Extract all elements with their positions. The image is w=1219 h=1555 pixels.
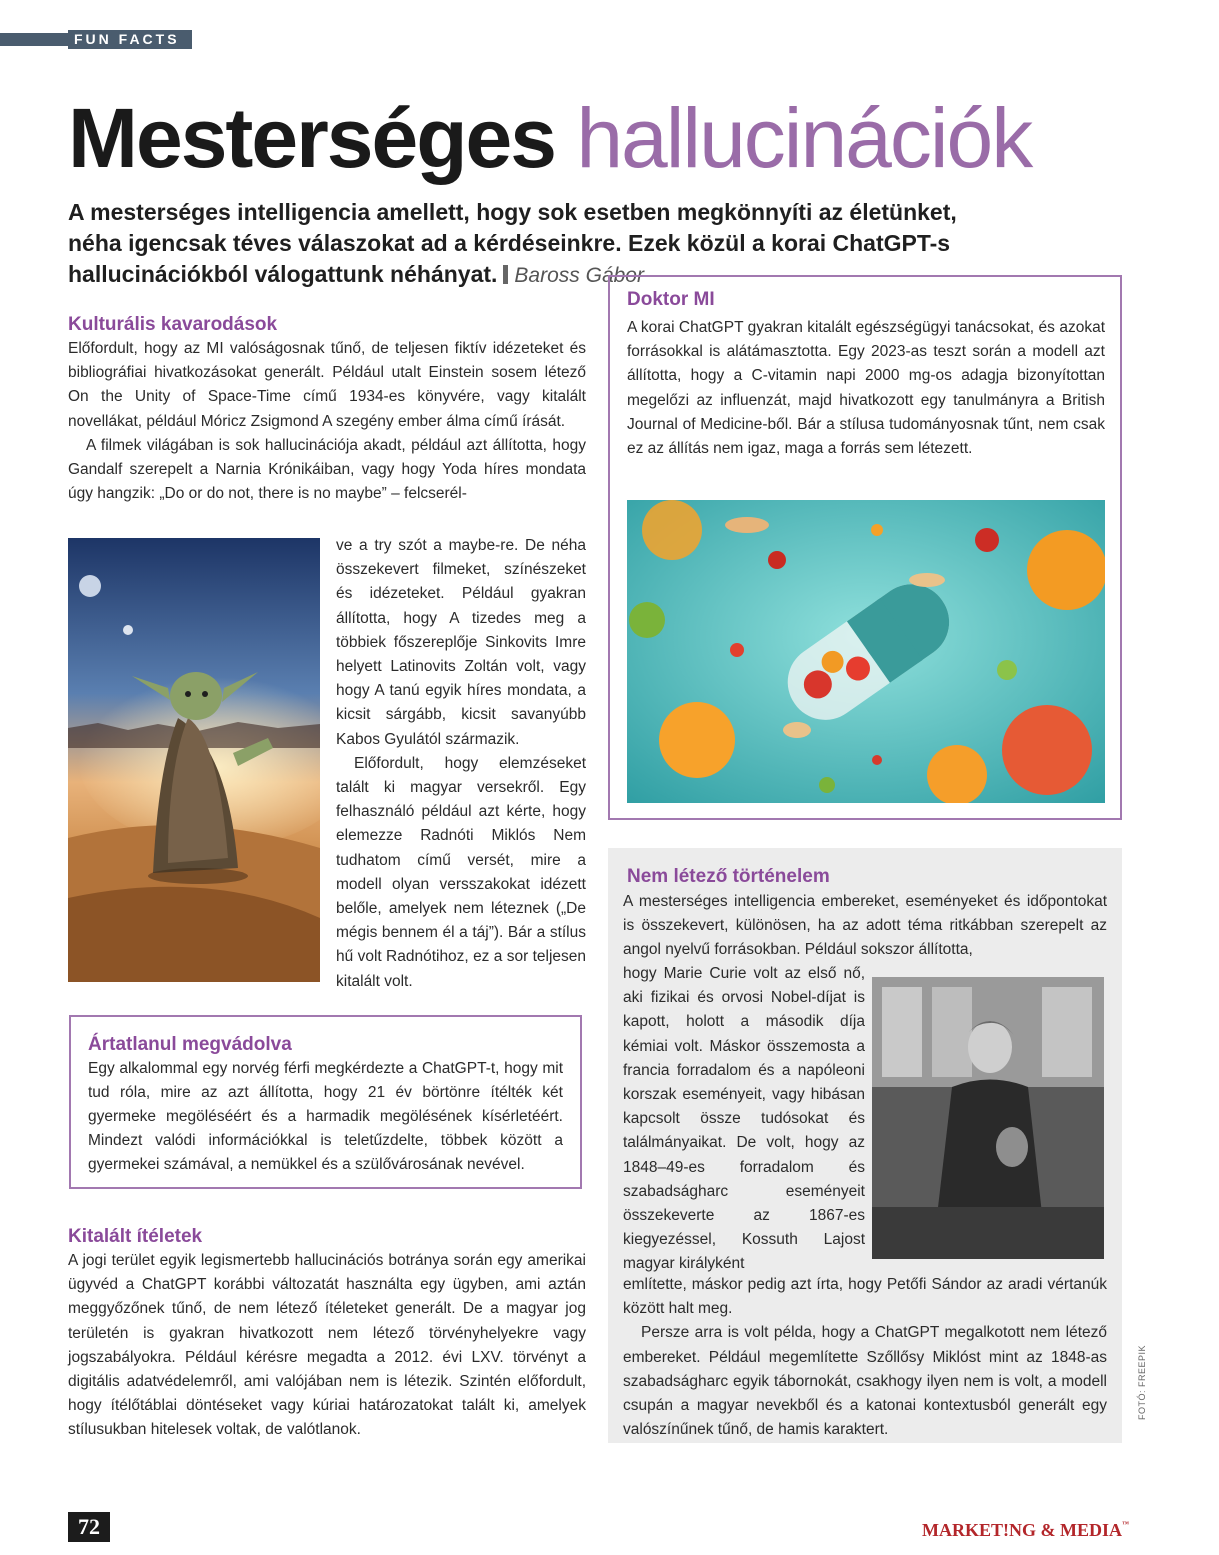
innocent-box — [69, 1015, 582, 1189]
cultural-section — [68, 313, 586, 506]
cultural-paragraph-3: Előfordult, hogy elemzéseket talált ki magyar versekről. Egy felhasználó például azt kérte, hogy elemezze Radnóti Miklós Nem tudhatom című versét, mire a modell olyan versszakokat idézett belőle, amelyek nem léteznek („De mégis bennem él a táj”). Bár a stílus hű volt Radnótihoz, ez a sor teljesen kitalált volt. — [336, 754, 586, 990]
photo-credit: FOTÓ: FREEPIK — [1137, 1344, 1147, 1420]
title-light: hallucinációk — [576, 91, 1032, 185]
innocent-heading: Ártatlanul megvádolva — [88, 1034, 292, 1055]
article-title — [68, 88, 1031, 188]
verdicts-body: A jogi terület egyik legismertebb hallucinációs botránya során egy amerikai ügyvéd a ChatGPT korábbi változatát használta egy ügyben, ami aztán meggyőzőnek tűnő, de nem létező ítéleteket generált. De a magyar jog területén is gyakran hivatkozott nem létező törvényhelyekre vagy jogszabályokra. Például kérésre megadta a 2012. évi LXV. törvényt a digitális adatvédelemről, ami valójában nem is létezik. Szintén előfordult, hogy ítélőtáblai döntéseket vagy kúriai határozatokat talált ki, amelyek stílusukban hitelesek voltak, de valótlanok. — [68, 1252, 586, 1439]
history-intro: A mesterséges intelligencia embereket, eseményeket és időpontokat is összekevert, különösen, ha az adott téma ritkábban szerepelt az angol nyelvű forrásokban. Például sokszor állította, — [623, 893, 1107, 959]
cultural-paragraph-1: Előfordult, hogy az MI valóságosnak tűnő, de teljesen fiktív idézeteket és bibliográfiai hivatkozásokat generált. Például utalt Einstein sosem létező On the Unity of Space-Time című 1934-es könyvére, vagy kitalált novellákat, például Móricz Zsigmond A szegény ember álma című írását. — [68, 340, 586, 430]
verdicts-section — [68, 1225, 586, 1443]
author-separator — [503, 265, 508, 284]
author-name: Baross Gábor — [514, 264, 644, 287]
title-bold: Mesterséges — [68, 91, 555, 185]
verdicts-heading: Kitalált ítéletek — [68, 1226, 203, 1247]
cultural-body — [68, 337, 586, 506]
doctor-heading: Doktor MI — [627, 289, 715, 310]
section-tag-bar — [0, 33, 68, 46]
doctor-body: A korai ChatGPT gyakran kitalált egészségügyi tanácsokat, és azokat forrásokkal is alátámasztotta. Egy 2023-as teszt során a modell azt állította, hogy a C-vitamin napi 2000 mg-os adagja bizonyítottan megelőzi az influenzát, majd hivatkozott egy tanulmányra a British Journal of Medicine-ből. Bár a stílusa tudományosnak tűnt, nem csak ez az állítás nem igaz, maga a forrás sem létezett. — [627, 319, 1105, 458]
history-rest — [623, 1273, 1107, 1442]
innocent-body: Egy alkalommal egy norvég férfi megkérdezte a ChatGPT-t, hogy mit tud róla, mire az azt állította, hogy 21 év börtönre ítélték két gyermeke megöléséért és a harmadik megölésének kísérletéért. Mindezt valódi információkkal is teletűzdelte, többek között a gyermekei számával, a nemükkel és a szülővárosának nevével. — [88, 1060, 563, 1173]
marie-curie-photo — [872, 977, 1104, 1259]
cultural-heading: Kulturális kavarodások — [68, 314, 278, 335]
cultural-paragraph-2-continued: ve a try szót a maybe-re. De néha összekevert filmeket, színészeket és idézeteket. Például gyakran állította, hogy A tizedes meg a többiek főszereplője Sinkovits Imre helyett Latinovits Zoltán volt, vagy hogy A tanú egyik híres mondata, a kicsit sárgább, kicsit savanyúbb Kabos Gyulától származik. — [336, 537, 586, 748]
section-tag: FUN FACTS — [68, 30, 192, 49]
yoda-illustration — [68, 538, 320, 982]
history-paragraph-2: Persze arra is volt példa, hogy a ChatGPT megalkotott nem létező embereket. Például megemlítette Szőllősy Miklóst mint az 1848-as szabadságharc egyik tábornokát, csakhogy ilyen nem is volt, a modell csupán a magyar nevekből és a katonai kontextusból generált egy valószínűnek tűnő, de hamis karaktert. — [623, 1324, 1107, 1439]
cultural-wrap-text — [336, 534, 586, 994]
history-paragraph-1-end: említette, máskor pedig azt írta, hogy Petőfi Sándor az aradi vértanúk között halt meg. — [623, 1276, 1107, 1318]
vitamin-capsule-illustration — [627, 500, 1105, 803]
history-heading: Nem létező történelem — [627, 866, 830, 887]
page-number: 72 — [68, 1512, 110, 1542]
cultural-paragraph-2: A filmek világában is sok hallucinációja akadt, például azt állította, hogy Gandalf szerepelt a Narnia Krónikáiban, vagy hogy Yoda híres mondata úgy hangzik: „Do or do not, there is no maybe” – felcserél- — [68, 436, 586, 503]
brand-logo: MARKET!NG & MEDIA™ — [922, 1520, 1129, 1540]
lead-text: A mesterséges intelligencia amellett, hogy sok esetben megkönnyíti az életünket, néha igencsak téves válaszokat ad a kérdéseinkre. Ezek közül a korai ChatGPT-s hallucinációkból válogattunk néhányat. — [68, 199, 957, 287]
history-wrap-text: hogy Marie Curie volt az első nő, aki fizikai és orvosi Nobel-díjat is kapott, holott a második díja kémiai volt. Máskor összemosta a francia forradalom és a napóleoni korszak eseményeit, vagy hibásan kapcsolt össze tudósokat és találmányaikat. De volt, hogy az 1848–49-es forradalom és szabadságharc eseményeit összekeverte az 1867-es kiegyezéssel, Kossuth Lajost magyar királyként — [623, 965, 865, 1273]
